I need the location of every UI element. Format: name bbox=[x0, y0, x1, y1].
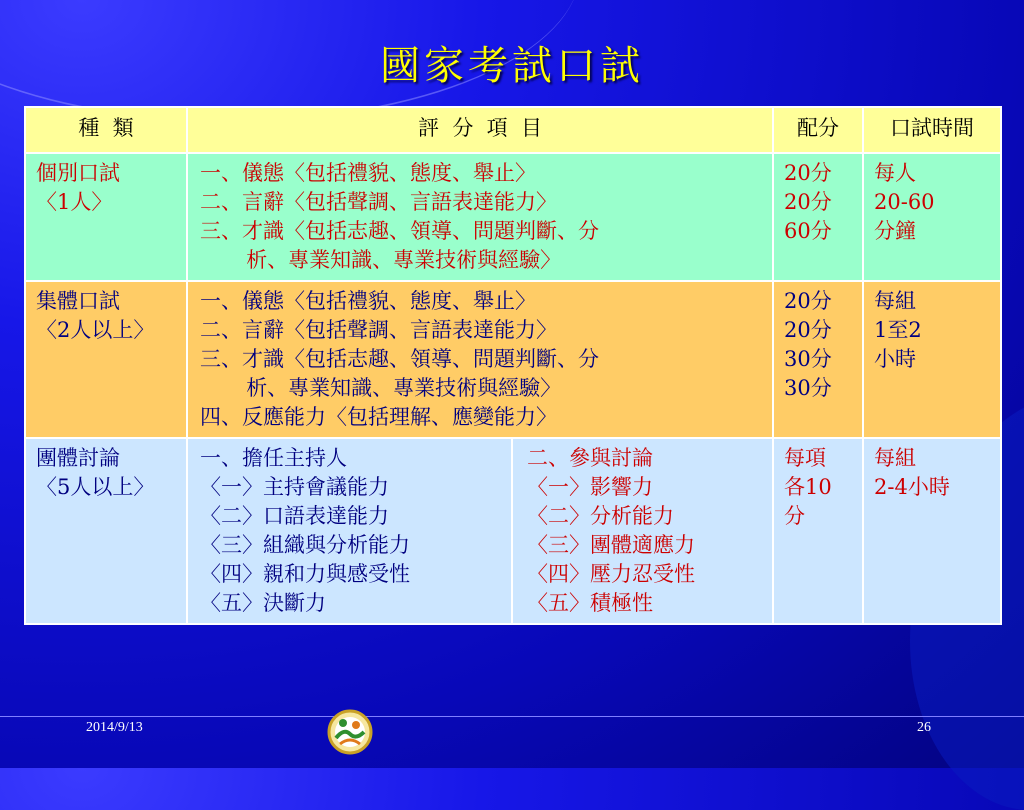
score-line: 20分 bbox=[784, 318, 832, 342]
time-line: 2-4小時 bbox=[874, 475, 950, 499]
score-line: 60分 bbox=[784, 219, 832, 243]
items-cell bbox=[187, 281, 773, 438]
time-line: 小時 bbox=[874, 347, 916, 371]
score-cell bbox=[773, 153, 863, 281]
item-line: 三、才識〈包括志趣、領導、問題判斷、分 bbox=[200, 347, 599, 371]
item-line: 〈一〉主持會議能力 bbox=[200, 475, 389, 499]
item-line: 〈三〉組織與分析能力 bbox=[200, 533, 410, 557]
time-cell bbox=[863, 438, 1001, 624]
item-line: 〈五〉決斷力 bbox=[200, 591, 326, 615]
item-line: 〈二〉分析能力 bbox=[527, 504, 674, 528]
type-size: 〈2人以上〉 bbox=[36, 318, 155, 342]
items-cell bbox=[187, 153, 773, 281]
header-type: 種 類 bbox=[25, 107, 187, 153]
item-line: 二、言辭〈包括聲調、言語表達能力〉 bbox=[200, 190, 557, 214]
item-line: 一、儀態〈包括禮貌、態度、舉止〉 bbox=[200, 289, 536, 313]
item-line: 二、參與討論 bbox=[527, 446, 653, 470]
score-line: 分 bbox=[784, 504, 805, 528]
time-cell bbox=[863, 281, 1001, 438]
score-line: 30分 bbox=[784, 347, 832, 371]
score-line: 20分 bbox=[784, 190, 832, 214]
score-cell bbox=[773, 438, 863, 624]
item-line: 〈四〉壓力忍受性 bbox=[527, 562, 695, 586]
item-line: 〈二〉口語表達能力 bbox=[200, 504, 389, 528]
type-name: 個別口試 bbox=[36, 161, 120, 185]
table-row-discussion bbox=[25, 438, 1001, 624]
time-line: 每組 bbox=[874, 289, 916, 313]
type-cell bbox=[25, 153, 187, 281]
time-line: 每組 bbox=[874, 446, 916, 470]
score-line: 各10 bbox=[784, 475, 832, 499]
table-row-group bbox=[25, 281, 1001, 438]
items-right-cell bbox=[512, 438, 773, 624]
time-line: 分鐘 bbox=[874, 219, 916, 243]
table-header-row bbox=[25, 107, 1001, 153]
type-cell bbox=[25, 438, 187, 624]
time-cell bbox=[863, 153, 1001, 281]
item-line: 〈五〉積極性 bbox=[527, 591, 653, 615]
item-line: 一、擔任主持人 bbox=[200, 446, 347, 470]
logo-icon bbox=[326, 708, 374, 756]
type-cell bbox=[25, 281, 187, 438]
item-line: 一、儀態〈包括禮貌、態度、舉止〉 bbox=[200, 161, 536, 185]
score-line: 20分 bbox=[784, 161, 832, 185]
score-cell bbox=[773, 281, 863, 438]
time-line: 1至2 bbox=[874, 318, 922, 342]
item-line: 四、反應能力〈包括理解、應變能力〉 bbox=[200, 405, 557, 429]
type-size: 〈5人以上〉 bbox=[36, 475, 155, 499]
score-line: 30分 bbox=[784, 376, 832, 400]
time-line: 每人 bbox=[874, 161, 916, 185]
score-line: 每項 bbox=[784, 446, 826, 470]
header-items: 評 分 項 目 bbox=[187, 107, 773, 153]
footer-date: 2014/9/13 bbox=[86, 720, 143, 735]
type-size: 〈1人〉 bbox=[36, 190, 113, 214]
item-line: 〈四〉親和力與感受性 bbox=[200, 562, 410, 586]
type-name: 集體口試 bbox=[36, 289, 120, 313]
item-line: 析、專業知識、專業技術與經驗〉 bbox=[246, 376, 562, 400]
slide-title: 國家考試口試 bbox=[380, 43, 644, 89]
footer-divider bbox=[0, 716, 1024, 717]
page-number: 26 bbox=[917, 720, 931, 735]
items-left-cell bbox=[187, 438, 512, 624]
item-line: 〈一〉影響力 bbox=[527, 475, 653, 499]
item-line: 三、才識〈包括志趣、領導、問題判斷、分 bbox=[200, 219, 599, 243]
type-name: 團體討論 bbox=[36, 446, 120, 470]
table-row-individual bbox=[25, 153, 1001, 281]
item-line: 〈三〉團體適應力 bbox=[527, 533, 695, 557]
item-line: 析、專業知識、專業技術與經驗〉 bbox=[246, 248, 562, 272]
item-line: 二、言辭〈包括聲調、言語表達能力〉 bbox=[200, 318, 557, 342]
score-line: 20分 bbox=[784, 289, 832, 313]
time-line: 20-60 bbox=[874, 190, 935, 214]
header-time: 口試時間 bbox=[863, 107, 1001, 153]
oral-exam-table bbox=[24, 106, 1002, 625]
header-score: 配分 bbox=[773, 107, 863, 153]
